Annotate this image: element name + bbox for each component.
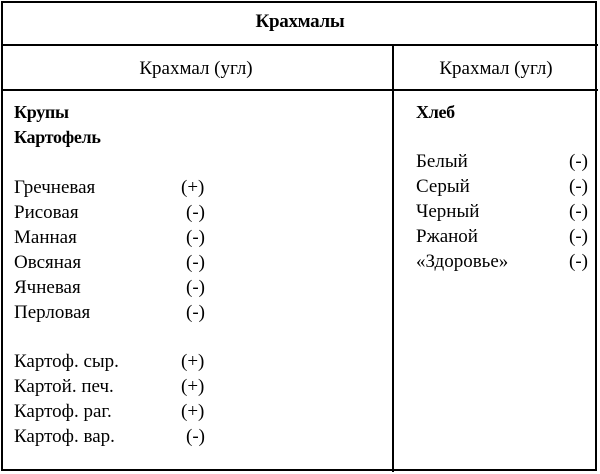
list-item-mark: (-) — [569, 201, 588, 222]
list-item-mark: (-) — [569, 176, 588, 197]
list-item-name: Картоф. вар. — [14, 426, 115, 447]
list-item-name: Белый — [416, 151, 468, 172]
list-item-mark: (-) — [186, 426, 205, 447]
list-item-name: Серый — [416, 176, 470, 197]
list-item-name: Гречневая — [14, 177, 96, 198]
section-title-potato: Картофель — [14, 127, 101, 147]
list-item-mark: (-) — [186, 227, 205, 248]
list-item-name: Черный — [416, 201, 480, 222]
table-title: Крахмалы — [255, 11, 345, 32]
list-item-name: Картоф. раг. — [14, 401, 112, 422]
list-item-mark: (+) — [181, 351, 205, 372]
list-item-name: Овсяная — [14, 252, 82, 273]
list-item-mark: (+) — [181, 401, 205, 422]
list-item-name: Ячневая — [14, 277, 81, 298]
list-item-mark: (-) — [186, 277, 205, 298]
list-item-name: Картой. печ. — [14, 376, 114, 397]
title-divider — [1, 44, 598, 46]
list-item-name: Перловая — [14, 302, 91, 323]
list-item-mark: (-) — [186, 302, 205, 323]
list-item-mark: (+) — [181, 376, 205, 397]
list-item-mark: (-) — [569, 226, 588, 247]
list-item-mark: (-) — [186, 202, 205, 223]
list-item-name: Манная — [14, 227, 77, 248]
list-item-name: Картоф. сыр. — [14, 351, 119, 372]
section-title-cereals: Крупы — [14, 102, 69, 122]
section-title-bread: Хлеб — [416, 102, 455, 122]
list-item-mark: (+) — [181, 177, 205, 198]
right-column-header: Крахмал (угл) — [439, 58, 553, 79]
list-item-name: Рисовая — [14, 202, 79, 223]
list-item-mark: (-) — [569, 251, 588, 272]
list-item-mark: (-) — [569, 151, 588, 172]
list-item-mark: (-) — [186, 252, 205, 273]
list-item-name: «Здоровье» — [416, 251, 509, 272]
column-divider — [392, 44, 394, 472]
left-column-header: Крахмал (угл) — [139, 58, 253, 79]
list-item-name: Ржаной — [416, 226, 478, 247]
